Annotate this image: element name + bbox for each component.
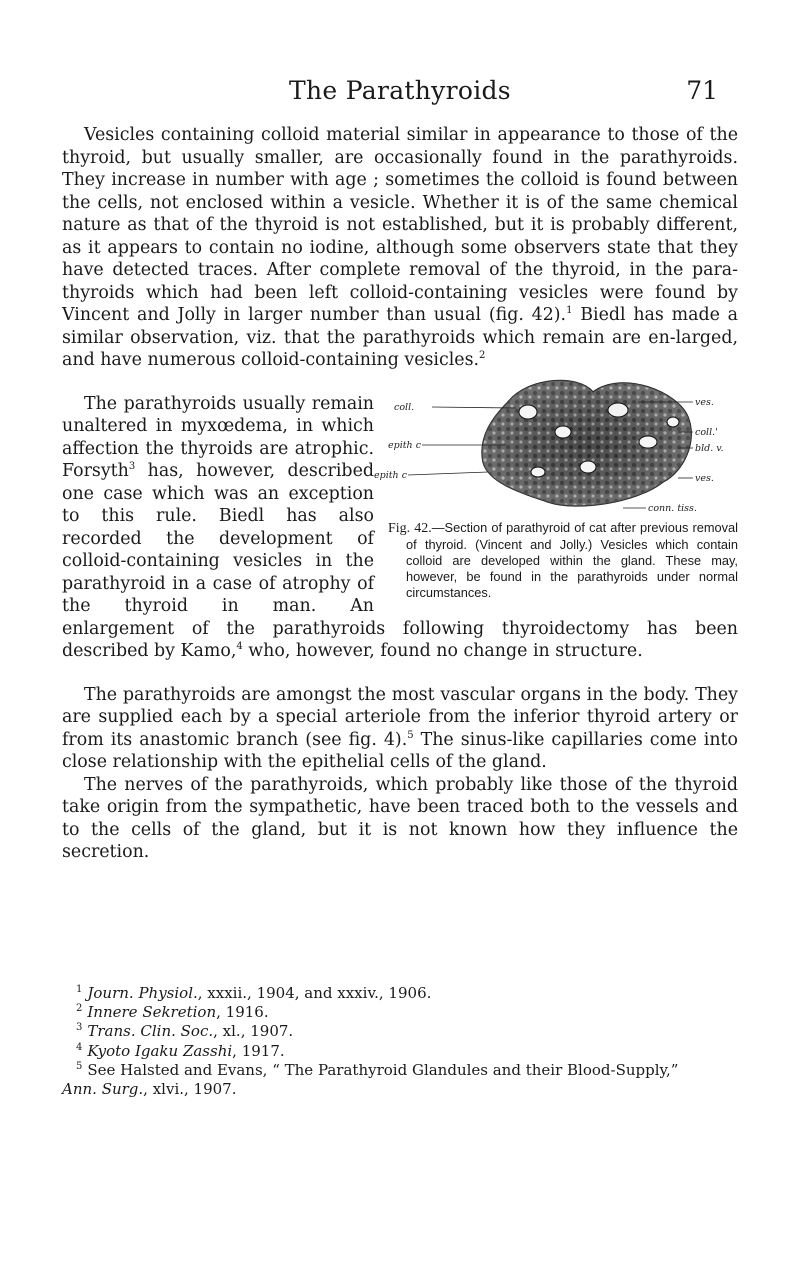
vesicle (667, 417, 679, 427)
footnote-ref-3: 3 (128, 461, 136, 473)
label-bld-v: bld. v. (695, 442, 724, 454)
vesicle (519, 405, 537, 419)
label-conn-tiss: conn. tiss. (648, 502, 697, 514)
caption-text: —Section of parathyroid of cat after previous removal of thyroid. (Vincent and Jolly.) Vesicles which contain colloid are developed within the gland. These may, however, be found in the parathyroids under normal circumstances. (406, 519, 738, 600)
label-ves: ves. (695, 396, 714, 408)
footnote-ref-4: 4 (236, 641, 243, 653)
paragraph-4: The nerves of the parathyroids, which probably like those of the thyroid take origin from the sympathetic, have been traced both to the vessels and to the cells of the gland, but it is not known how they influence the secretion. (62, 774, 738, 862)
vesicle (608, 403, 628, 417)
paragraph-2-text-b: has, however, described one case which was an exception to this rule. Biedl has also recorded the development of colloid-containing vesicles in the parathyroid in a case of atrophy of the thyroid in man. An enlargement of the parathyroids following thyroidectomy has been described by Kamo, (62, 461, 738, 661)
label-coll: coll. (394, 401, 415, 413)
vesicle (639, 436, 657, 448)
footnote-ref-1: 1 (566, 305, 573, 317)
vesicle (555, 426, 571, 438)
paragraph-3-text: The parathyroids are amongst the most vascular organs in the body. They are supplied each by a special arteriole from the inferior thyroid artery or from its anastomic branch (see fig. 4). (62, 684, 738, 750)
figure-42 (374, 372, 738, 601)
footnote-2: $^2$ Innere Sekretion, 1916. (76, 1003, 269, 1022)
label-epith-c-2: epith c (374, 469, 408, 481)
label-ves-2: ves. (695, 472, 714, 484)
parathyroid-section-illustration (374, 372, 738, 517)
page-number: 71 (686, 76, 718, 105)
footnote-1: $^1$ Journ. Physiol., xxxii., 1904, and xxxiv., 1906. (76, 984, 432, 1002)
vesicle (531, 467, 545, 477)
paragraph-3 (62, 684, 738, 774)
figure-label: Fig. 42. (388, 520, 432, 536)
figure-caption (388, 520, 738, 601)
paragraph-3-text-b: The sinus-like capillaries come into close relationship with the epithelial cells of the gland. (62, 729, 738, 772)
paragraph-2-text-c: who, however, found no change in structure. (242, 641, 643, 661)
footnote-4: $^4$ Kyoto Igaku Zasshi, 1917. (76, 1041, 285, 1060)
paragraph-1-text: Vesicles containing colloid material similar in appearance to those of the thyroid, but usually smaller, are occasionally found in the parathyroids. They increase in number with age ; sometimes the colloid is found between the cells, not enclosed within a vesicle. Whether it is of the same chemical nature as that of the thyroid is not established, but it is probably different, as it appears to contain no iodine, although some observers state that they have detected traces. After complete removal of the thyroid, in the para-thyroids which had been left colloid-containing vesicles were found by Vincent and Jolly in larger number than usual (fig. 42). (62, 125, 738, 325)
page-header (0, 76, 800, 116)
label-epith-c: epith c (388, 439, 422, 451)
footnotes (62, 984, 738, 1099)
footnote-ref-5: 5 (407, 729, 414, 741)
running-title: The Parathyroids (289, 76, 511, 105)
paragraph-2-text: The parathyroids usually remain unaltered in myxœdema, in which affection the thyroids are atrophic. Forsyth (62, 393, 374, 481)
footnote-5: $^5$ See Halsted and Evans, “ The Parathyroid Glandules and their Blood-Supply,” Ann. Surg., xlvi., 1907. (62, 1060, 679, 1099)
body-text (62, 124, 738, 864)
paragraph-1 (62, 124, 738, 372)
footnote-ref-2: 2 (479, 350, 486, 362)
vesicle (580, 461, 596, 473)
label-coll-prime: coll.' (695, 426, 718, 438)
footnote-3: $^3$ Trans. Clin. Soc., xl., 1907. (76, 1022, 294, 1041)
paragraph-1-text-b: Biedl has made a similar observation, viz. that the parathyroids which remain are en-larged, and have numerous colloid-containing vesicles. (62, 305, 738, 370)
